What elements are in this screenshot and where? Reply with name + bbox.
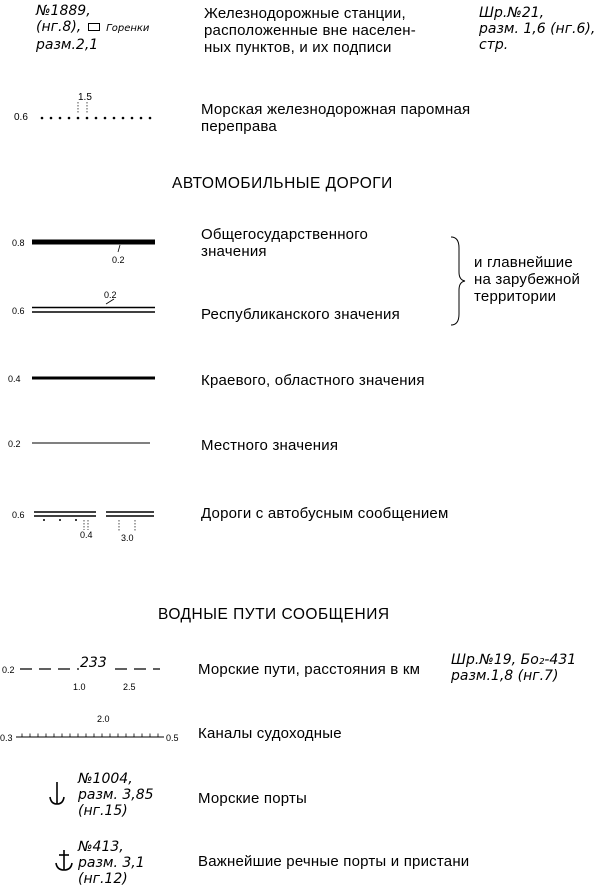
state-road-dim-left: 0.8 [12,238,25,248]
river-port-description: Важнейшие речные порты и пристани [198,853,470,870]
canal-dim-top: 2.0 [97,714,110,724]
station-code-line3: разм.2,1 [36,37,99,53]
sea-port-code-line: №1004, [78,771,133,787]
sea-route-distance: 233 [80,655,107,671]
station-desc-line: ных пунктов, и их подписи [204,39,392,56]
brace-note-line: и главнейшие [474,254,573,271]
river-port-code-line: разм. 3,1 [78,855,145,871]
sea-route-dim-b: 2.5 [123,682,136,692]
station-ref-line: Шр.№21, [479,5,545,21]
brace-note-line: территории [474,288,557,305]
station-code-line1: №1889, [36,3,91,19]
republic-road-dim-above: 0.2 [104,290,117,300]
sea-port-code-line: разм. 3,85 [78,787,154,803]
local-road-description: Местного значения [201,437,339,454]
local-road-dim-left: 0.2 [8,439,21,449]
sea-port-code-line: (нг.15) [78,803,128,819]
water-heading: ВОДНЫЕ ПУТИ СООБЩЕНИЯ [158,606,390,623]
sea-route-ref-line: разм.1,8 (нг.7) [451,668,559,684]
state-road-desc-line: значения [201,243,267,260]
ferry-desc-line: Морская железнодорожная паромная [201,101,471,118]
ferry-dim-left: 0.6 [14,112,28,123]
sea-route-ref-line: Шр.№19, Бо₂-431 [451,652,577,668]
sea-route-dim-left: 0.2 [2,665,15,675]
regional-road-description: Краевого, областного значения [201,372,425,389]
station-sample-label: Горенки [106,23,150,34]
state-road-desc-line: Общегосударственного [201,226,369,243]
republic-road-dim-left: 0.6 [12,306,25,316]
state-road-dim-below: 0.2 [112,255,125,265]
sea-route-dim-a: 1.0 [73,682,86,692]
ferry-dim-top: 1.5 [78,92,92,103]
ferry-desc-line: переправа [201,118,277,135]
bus-road-dim-a: 0.4 [80,530,93,540]
sea-port-description: Морские порты [198,790,308,807]
canal-dim-right: 0.5 [166,733,179,743]
station-ref-line: разм. 1,6 (нг.6), [479,21,596,37]
river-port-code [78,839,145,887]
bus-road-description: Дороги с автобусным сообщением [201,505,449,522]
river-port-code-line: №413, [78,839,124,855]
bus-road-dim-b: 3.0 [121,533,134,543]
roads-heading: АВТОМОБИЛЬНЫЕ ДОРОГИ [172,175,393,192]
station-ref-line: стр. [479,37,509,53]
bus-road-dim-left: 0.6 [12,510,25,520]
sea-route-description: Морские пути, расстояния в км [198,661,421,678]
station-desc-line: Железнодорожные станции, [204,5,406,22]
river-port-code-line: (нг.12) [78,871,128,887]
brace-note-line: на зарубежной [474,271,581,288]
station-code-style: (нг.8), [36,19,82,35]
regional-road-dim-left: 0.4 [8,374,21,384]
station-desc-line: расположенные вне населен- [204,22,416,39]
republic-road-description: Республиканского значения [201,306,400,323]
canal-dim-left: 0.3 [0,733,13,743]
canal-description: Каналы судоходные [198,725,342,742]
